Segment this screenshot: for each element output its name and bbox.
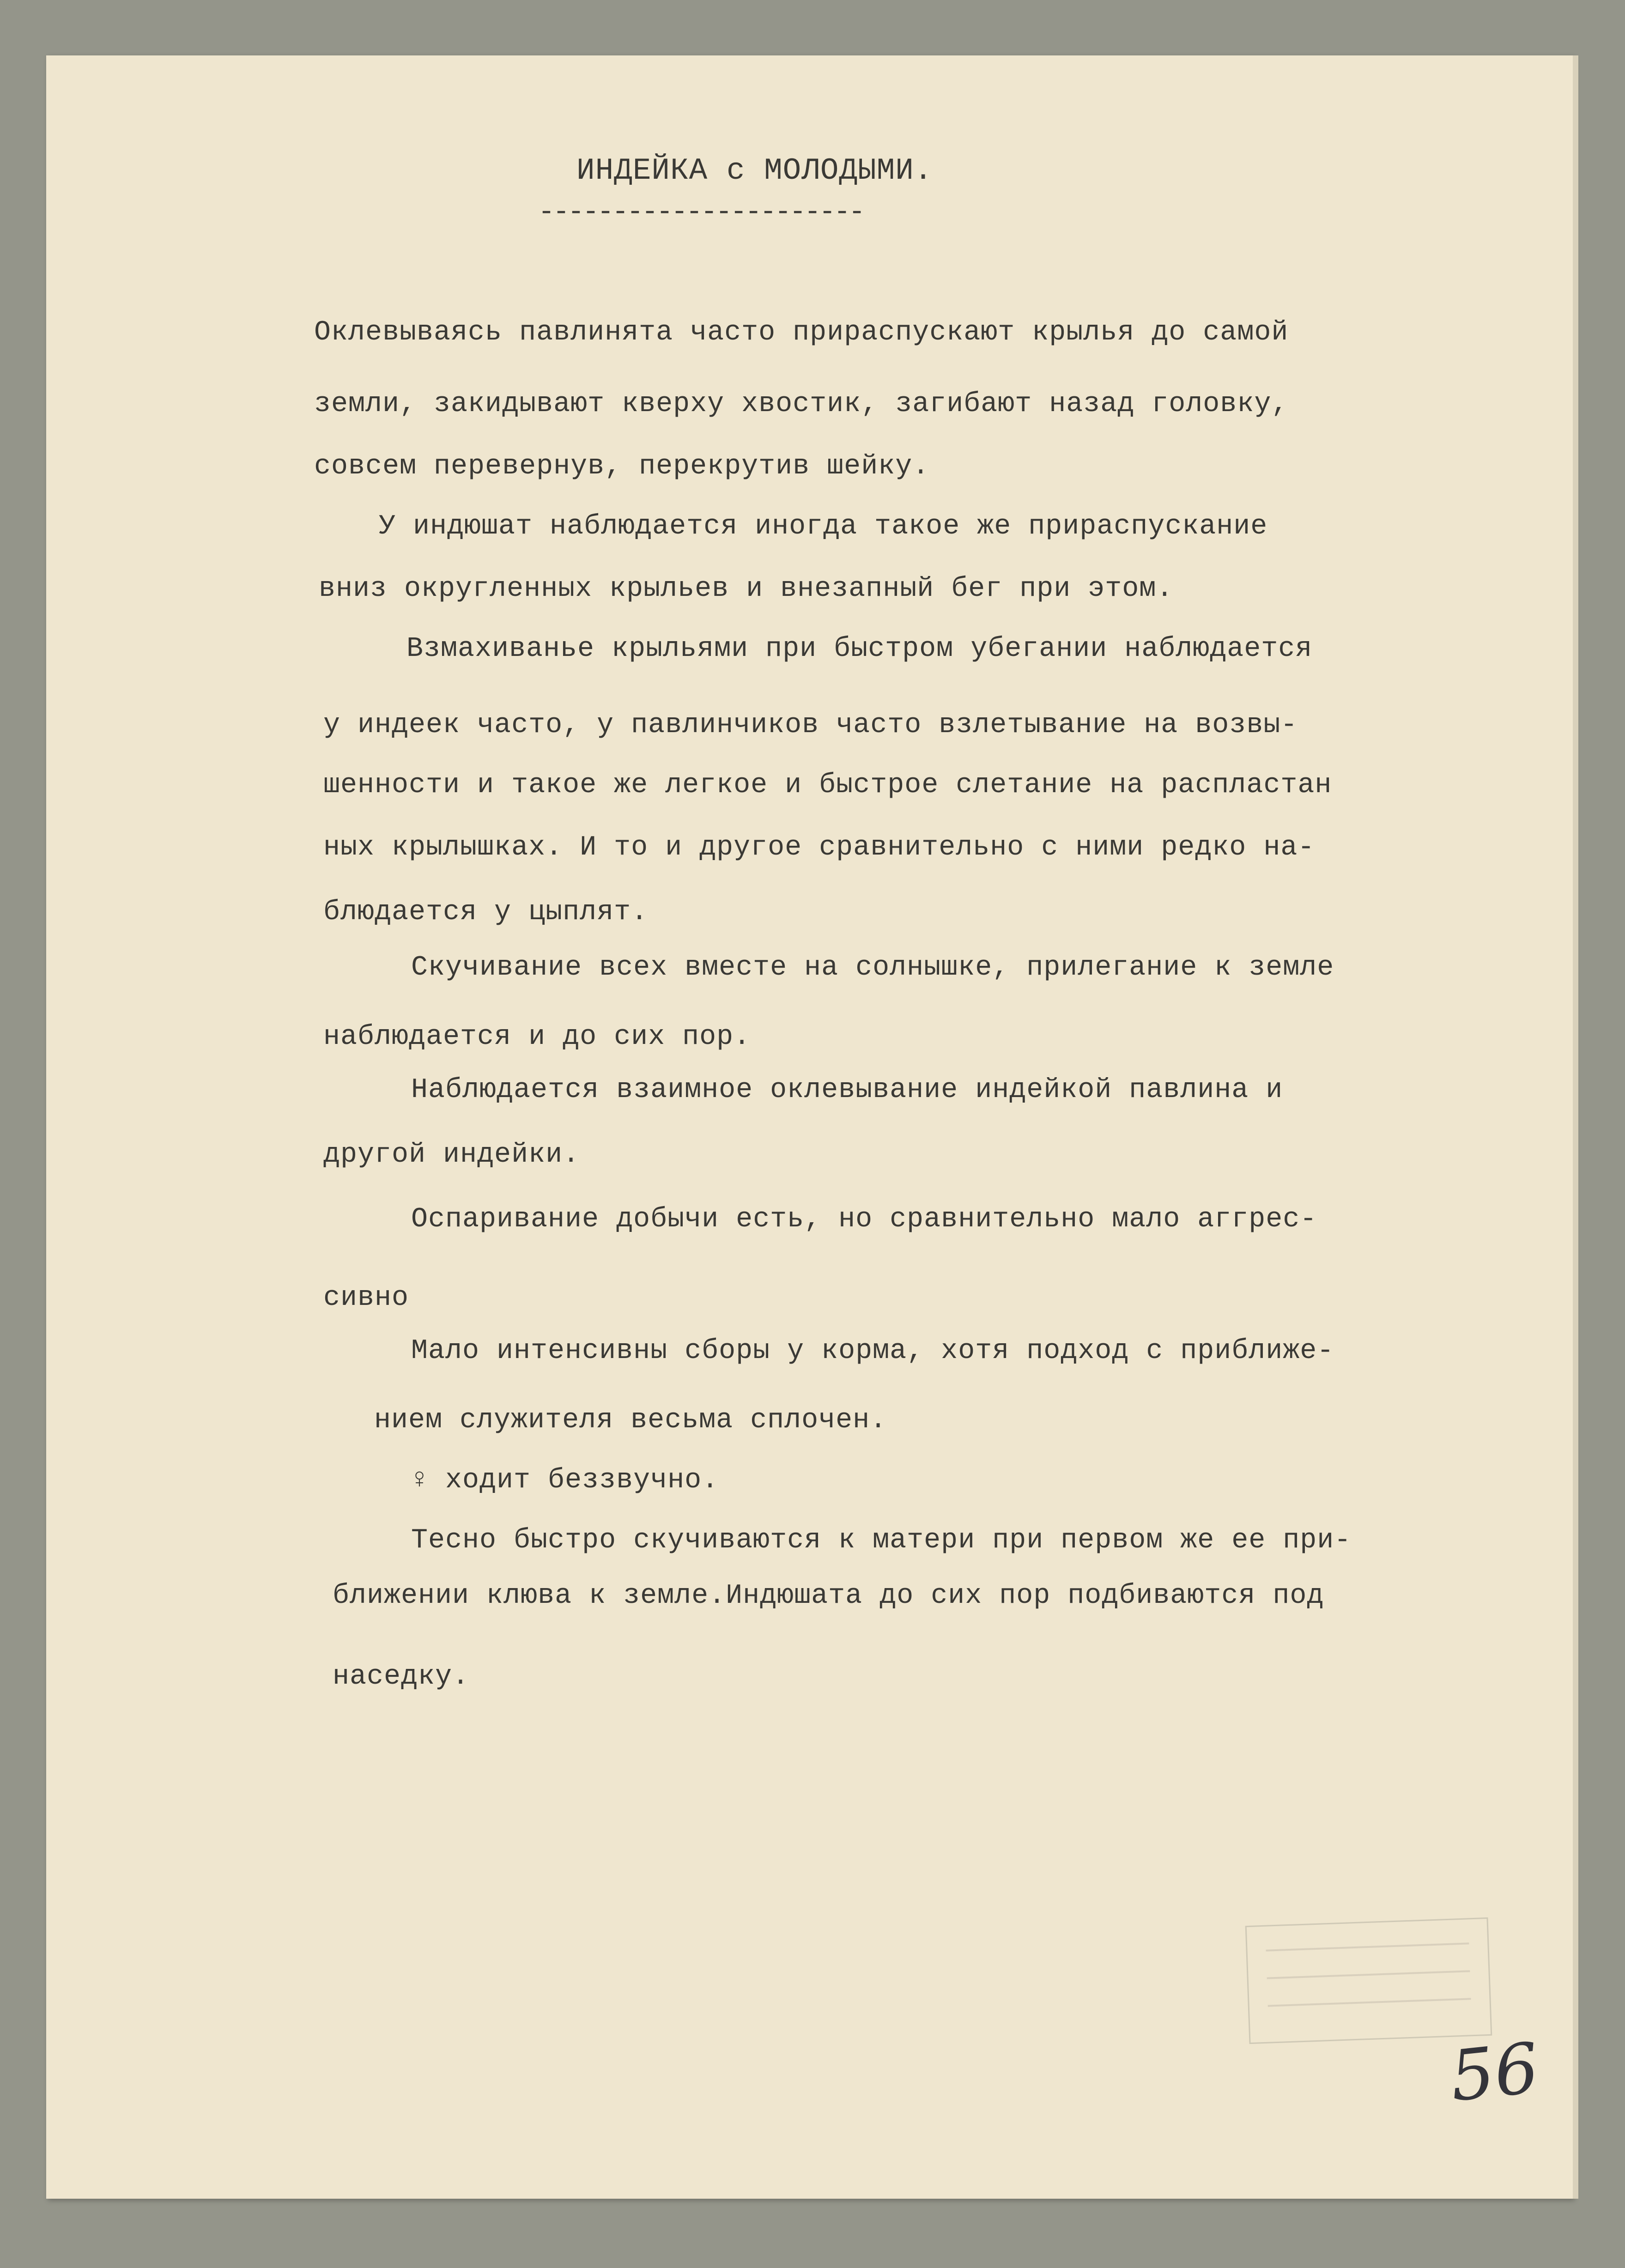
text-line: Оклевываясь павлинята часто прираспускают крылья до самой [314,317,1289,348]
text-line: ных крылышках. И то и другое сравнительно с ними редко на- [323,832,1315,863]
text-line: У индюшат наблюдается иногда такое же прираспускание [379,511,1268,542]
text-line: Мало интенсивны сборы у корма, хотя подход с приближе- [411,1335,1334,1367]
page-edge [1573,55,1578,2199]
text-line: Скучивание всех вместе на солнышке, прилегание к земле [411,952,1334,983]
stamp-line [1267,1970,1470,1979]
text-line: ♀ ходит беззвучно. [411,1465,719,1496]
text-line: вниз округленных крыльев и внезапный бег при этом. [319,573,1174,605]
title-underline: ---------------------- [538,197,864,228]
text-line: другой индейки. [323,1139,580,1170]
handwritten-page-number: 56 [1446,2028,1543,2117]
text-line: наблюдается и до сих пор. [323,1021,751,1053]
text-line: земли, закидывают кверху хвостик, загибают назад головку, [314,388,1289,420]
stamp-line [1268,1998,1471,2007]
text-line: Оспаривание добычи есть, но сравнительно мало аггрес- [411,1204,1317,1235]
text-line: ближении клюва к земле.Индюшата до сих пор подбиваются под [333,1580,1324,1612]
archive-stamp [1245,1917,1492,2044]
text-line: шенности и такое же легкое и быстрое слетание на распластан [323,770,1332,801]
text-line: блюдается у цыплят. [323,897,649,928]
text-line: Тесно быстро скучиваются к матери при первом же ее при- [411,1525,1352,1556]
text-line: Наблюдается взаимное оклевывание индейкой павлина и [411,1074,1283,1106]
stamp-line [1266,1942,1469,1951]
text-line: совсем перевернув, перекрутив шейку. [314,451,930,482]
text-line: сивно [323,1282,409,1314]
text-line: Взмахиванье крыльями при быстром убегании наблюдается [406,633,1313,665]
text-line: наседку. [333,1661,470,1692]
text-line: у индеек часто, у павлинчиков часто взлетывание на возвы- [323,710,1298,741]
document-title: ИНДЕЙКА с МОЛОДЫМИ. [576,153,933,188]
text-line: нием служителя весьма сплочен. [374,1405,887,1436]
typewritten-page [46,55,1573,2199]
